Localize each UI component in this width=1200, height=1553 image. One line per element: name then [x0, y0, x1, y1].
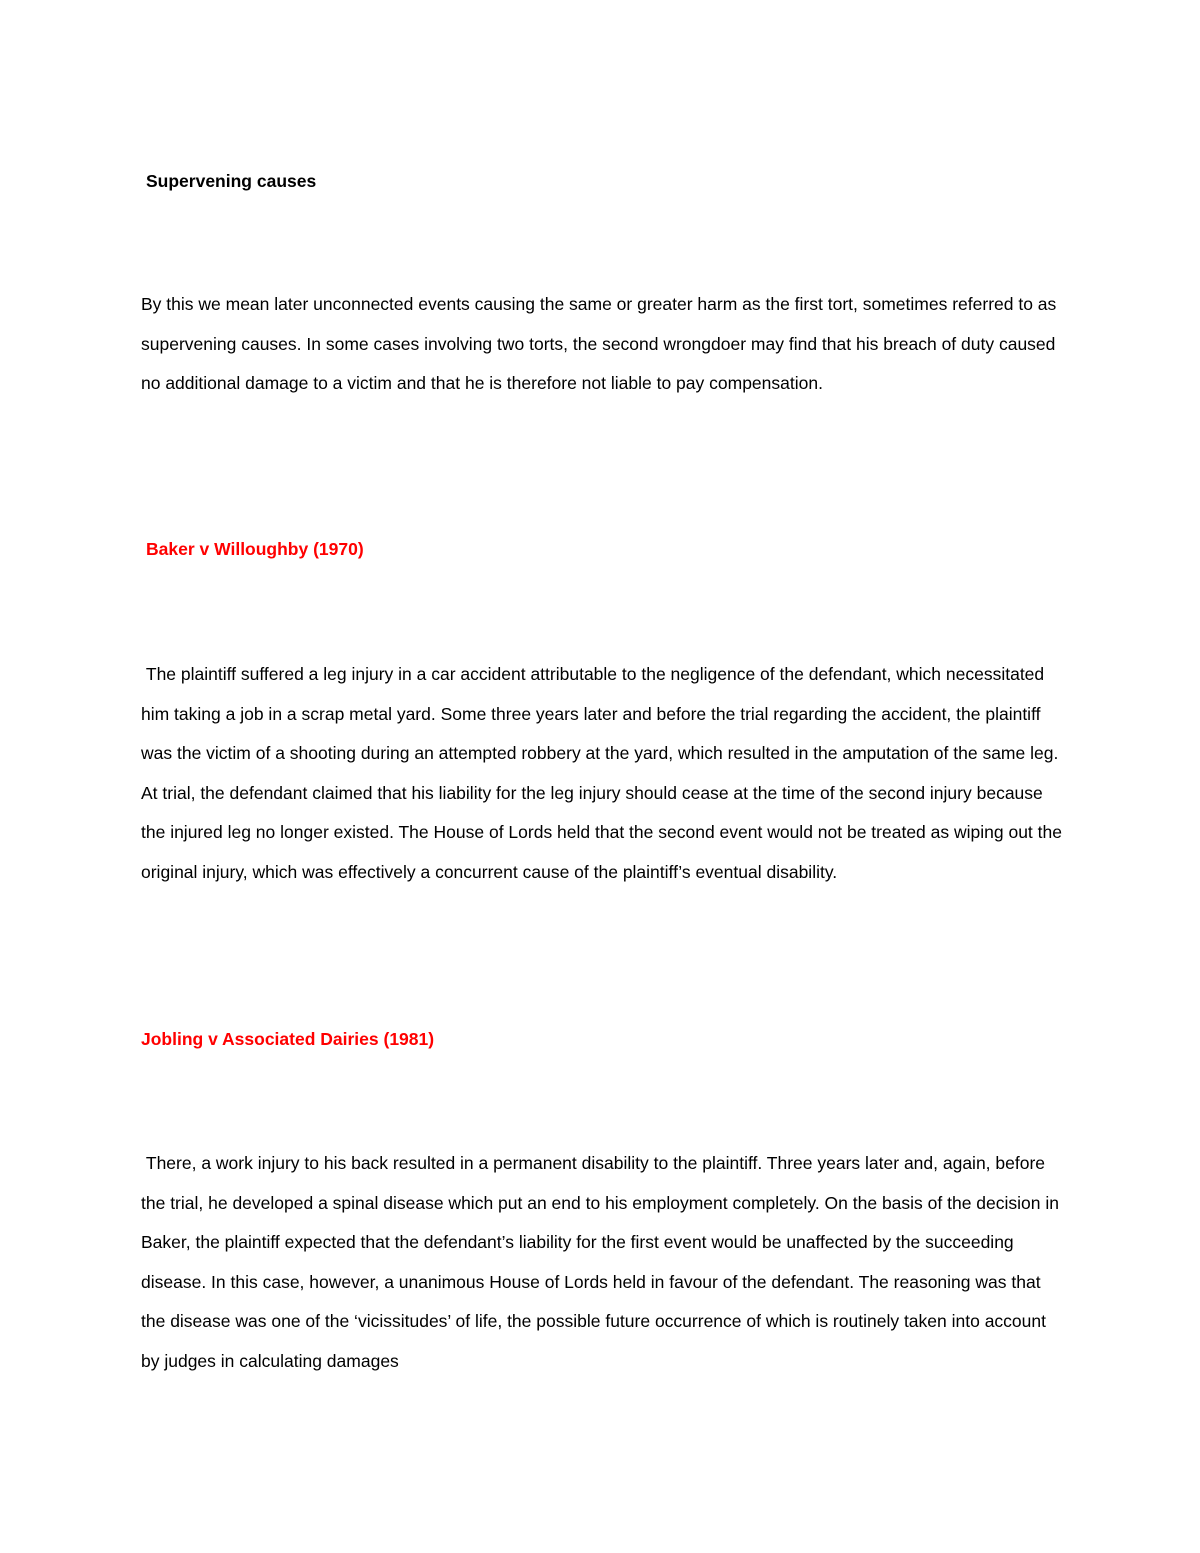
case-heading-baker-v-willoughby: Baker v Willoughby (1970): [146, 539, 364, 559]
paragraph-supervening-causes: By this we mean later unconnected events causing the same or greater harm as the first tort, sometimes referred to as supervening causes. In some cases involving two torts, the second wrongdoer may find that his breach of duty caused no additional damage to a victim and that he is therefore not liable to pay compensation.: [141, 294, 1057, 394]
paragraph-baker-v-willoughby: [141, 655, 1066, 893]
paragraph-jobling-v-associated-dairies: [141, 1144, 1066, 1382]
paragraph-text: There, a work injury to his back resulted in a permanent disability to the plaintiff. Three years later and, again, before the trial, he developed a spinal disease which put an end to his employment completely. On the basis of the decision in Baker, the plaintiff expected that the defendant’s liability for the first event would be unaffected by the succeeding disease. In this case, however, a unanimous House of Lords held in favour of the defendant. The reasoning was that the disease was one of the ‘vicissitudes’ of life, the possible future occurrence of which is routinely taken into account by judges in calculating damages: [141, 1153, 1059, 1371]
section-heading-supervening-causes: Supervening causes: [146, 171, 317, 191]
case-heading-jobling-v-associated-dairies: Jobling v Associated Dairies (1981): [141, 1029, 435, 1049]
paragraph-text: The plaintiff suffered a leg injury in a car accident attributable to the negligence of the defendant, which necessitated him taking a job in a scrap metal yard. Some three years later and before the trial regarding the accident, the plaintiff was the victim of a shooting during an attempted robbery at the yard, which resulted in the amputation of the same leg. At trial, the defendant claimed that his liability for the leg injury should cease at the time of the second injury because the injured leg no longer existed. The House of Lords held that the second event would not be treated as wiping out the original injury, which was effectively a concurrent cause of the plaintiff’s eventual disability.: [141, 664, 1062, 882]
